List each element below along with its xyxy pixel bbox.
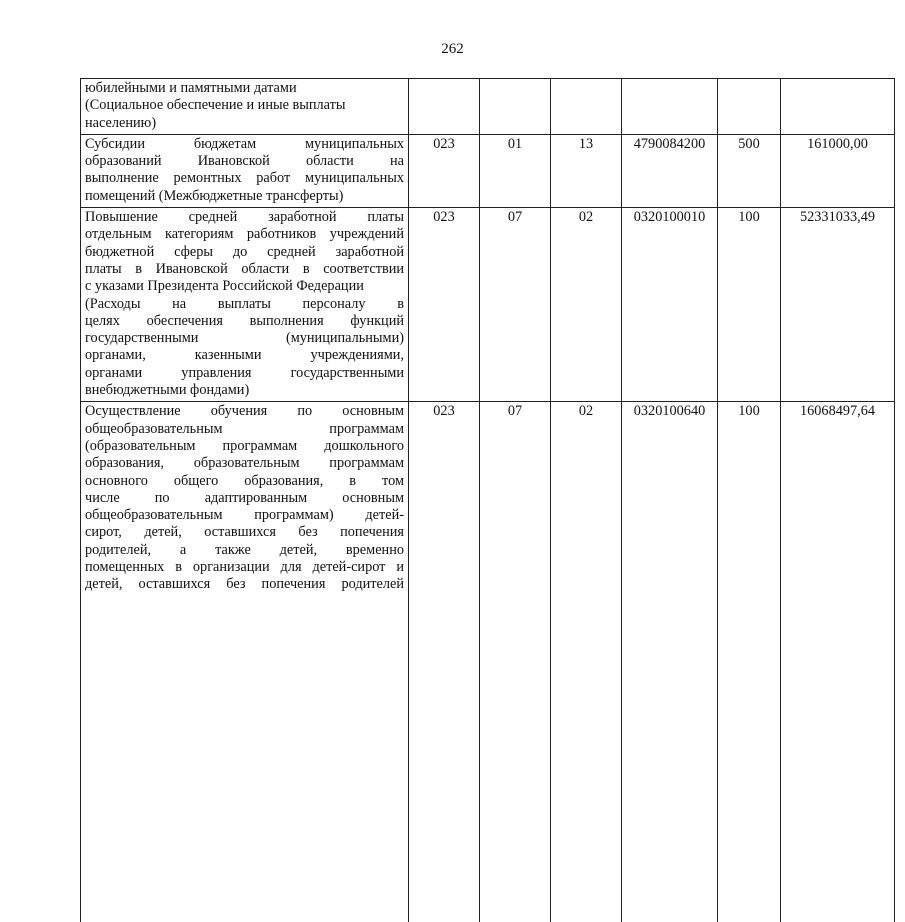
table-row [81, 402, 895, 922]
description-line: родителей, а также детей, временно [85, 541, 404, 558]
description-line: Повышение средней заработной платы [85, 209, 404, 226]
amount: 161000,00 [781, 134, 895, 207]
row-description [81, 134, 409, 207]
description-line: с указами Президента Российской Федерации [85, 278, 364, 295]
section-code [480, 79, 551, 135]
budget-table [80, 78, 895, 922]
description-line: (образовательным программам дошкольного [85, 437, 404, 454]
amount: 16068497,64 [781, 402, 895, 922]
description-line: основного общего образования, в том [85, 472, 404, 489]
amount: 52331033,49 [781, 208, 895, 402]
description-line: населению) [85, 114, 157, 131]
description-line: Осуществление обучения по основным [85, 403, 404, 420]
description-line: юбилейными и памятными датами [85, 80, 297, 96]
description-line: образований Ивановской области на [85, 153, 404, 170]
description-line: органами, казенными учреждениями, [85, 347, 404, 364]
subsection-code: 13 [551, 134, 622, 207]
target-code: 4790084200 [622, 134, 718, 207]
description-line: бюджетной сферы до средней заработной [85, 243, 404, 260]
subsection-code [551, 79, 622, 135]
description-line: органами управления государственными [85, 364, 404, 381]
subsection-code: 02 [551, 402, 622, 922]
description-line: платы в Ивановской области в соответствии [85, 260, 404, 277]
section-code: 01 [480, 134, 551, 207]
target-code: 0320100010 [622, 208, 718, 402]
description-line: детей, оставшихся без попечения родителей [85, 576, 404, 593]
admin-code: 023 [409, 134, 480, 207]
target-code: 0320100640 [622, 402, 718, 922]
description-line: числе по адаптированным основным [85, 489, 404, 506]
table-row [81, 208, 895, 402]
expense-type-code: 500 [718, 134, 781, 207]
admin-code: 023 [409, 402, 480, 922]
description-line: целях обеспечения выполнения функций [85, 312, 404, 329]
admin-code [409, 79, 480, 135]
page-number: 262 [441, 41, 464, 57]
description-line: помещений (Межбюджетные трансферты) [85, 187, 344, 204]
expense-type-code [718, 79, 781, 135]
description-line: (Социальное обеспечение и иные выплаты [85, 97, 346, 114]
description-line: помещенных в организации для детей-сирот и [85, 559, 404, 576]
description-line: общеобразовательным программам) детей- [85, 507, 404, 524]
section-code: 07 [480, 208, 551, 402]
amount [781, 79, 895, 135]
description-line: государственными (муниципальными) [85, 330, 404, 347]
description-line: внебюджетными фондами) [85, 382, 250, 399]
description-line: Субсидии бюджетам муниципальных [85, 135, 404, 152]
subsection-code: 02 [551, 208, 622, 402]
section-code: 07 [480, 402, 551, 922]
description-line: сирот, детей, оставшихся без попечения [85, 524, 404, 541]
target-code [622, 79, 718, 135]
row-description [81, 208, 409, 402]
admin-code: 023 [409, 208, 480, 402]
description-line: отдельным категориям работников учреждений [85, 226, 404, 243]
description-line: общеобразовательным программам [85, 420, 404, 437]
table-row [81, 134, 895, 207]
expense-type-code: 100 [718, 208, 781, 402]
row-description [81, 79, 409, 135]
description-line: (Расходы на выплаты персоналу в [85, 295, 404, 312]
description-line: выполнение ремонтных работ муниципальных [85, 170, 404, 187]
expense-type-code: 100 [718, 402, 781, 922]
description-line: образования, образовательным программам [85, 455, 404, 472]
table-row [81, 79, 895, 135]
row-description [81, 402, 409, 922]
